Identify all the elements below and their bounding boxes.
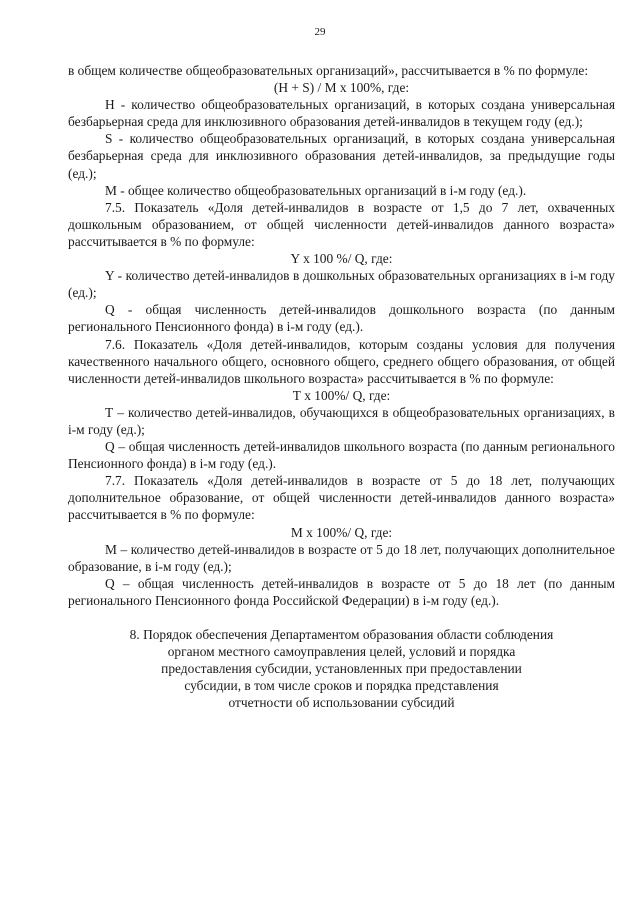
paragraph: Н - количество общеобразовательных организаций, в которых создана универсальная безбарьерная среда для инклюзивного образования детей-инвалидов в текущем году (ед.); — [68, 97, 615, 130]
page-number: 29 — [314, 26, 326, 38]
section-heading-line: субсидии, в том числе сроков и порядка представления — [184, 678, 499, 694]
formula: (Н + S) / М х 100%, где: — [273, 80, 410, 96]
paragraph: S - количество общеобразовательных организаций, в которых создана универсальная безбарьерная среда для инклюзивного образования детей-инвалидов, за предыдущие годы (ед.); — [68, 131, 615, 181]
paragraph: Q – общая численность детей-инвалидов школьного возраста (по данным регионального Пенсионного фонда) в i-м году (ед.). — [68, 439, 615, 472]
formula: Y х 100 %/ Q, где: — [290, 251, 393, 267]
paragraph: Q – общая численность детей-инвалидов в возрасте от 5 до 18 лет (по данным регионального Пенсионного фонда Российской Федерации) в i-м году (ед.). — [68, 575, 615, 608]
document-body — [68, 62, 615, 711]
paragraph: в общем количестве общеобразовательных организаций», рассчитывается в % по формуле: — [68, 63, 589, 78]
paragraph: Q - общая численность детей-инвалидов дошкольного возраста (по данным регионального Пенсионного фонда) в i-м году (ед.). — [68, 302, 615, 335]
paragraph: Т – количество детей-инвалидов, обучающихся в общеобразовательных организациях, в i-м году (ед.); — [68, 404, 615, 437]
paragraph: Y - количество детей-инвалидов в дошкольных образовательных организациях в i-м году (ед.); — [68, 268, 615, 301]
paragraph: 7.6. Показатель «Доля детей-инвалидов, которым созданы условия для получения качественного начального общего, основного общего, среднего общего образования, от общей численности детей-инвалидов школьного возраста» рассчитывается в % по формуле: — [68, 336, 615, 386]
formula: Т х 100%/ Q, где: — [292, 387, 391, 403]
section-heading-line: предоставления субсидии, установленных при предоставлении — [161, 661, 522, 677]
section-heading-line: органом местного самоуправления целей, условий и порядка — [167, 644, 516, 660]
paragraph: 7.5. Показатель «Доля детей-инвалидов в возрасте от 1,5 до 7 лет, охваченных дошкольным образованием, от общей численности детей-инвалидов данного возраста» рассчитывается в % по формуле: — [68, 199, 615, 249]
section-heading — [68, 626, 615, 711]
paragraph: М – количество детей-инвалидов в возрасте от 5 до 18 лет, получающих дополнительное образование, в i-м году (ед.); — [68, 541, 615, 574]
section-heading-line: отчетности об использовании субсидий — [228, 695, 455, 711]
formula: М х 100%/ Q, где: — [290, 524, 393, 540]
paragraph: 7.7. Показатель «Доля детей-инвалидов в возрасте от 5 до 18 лет, получающих дополнительное образование, от общей численности детей-инвалидов данного возраста» рассчитывается в % по формуле: — [68, 473, 615, 523]
section-heading-line: 8. Порядок обеспечения Департаментом образования области соблюдения — [129, 627, 554, 642]
paragraph: М - общее количество общеобразовательных организаций в i-м году (ед.). — [105, 182, 527, 198]
